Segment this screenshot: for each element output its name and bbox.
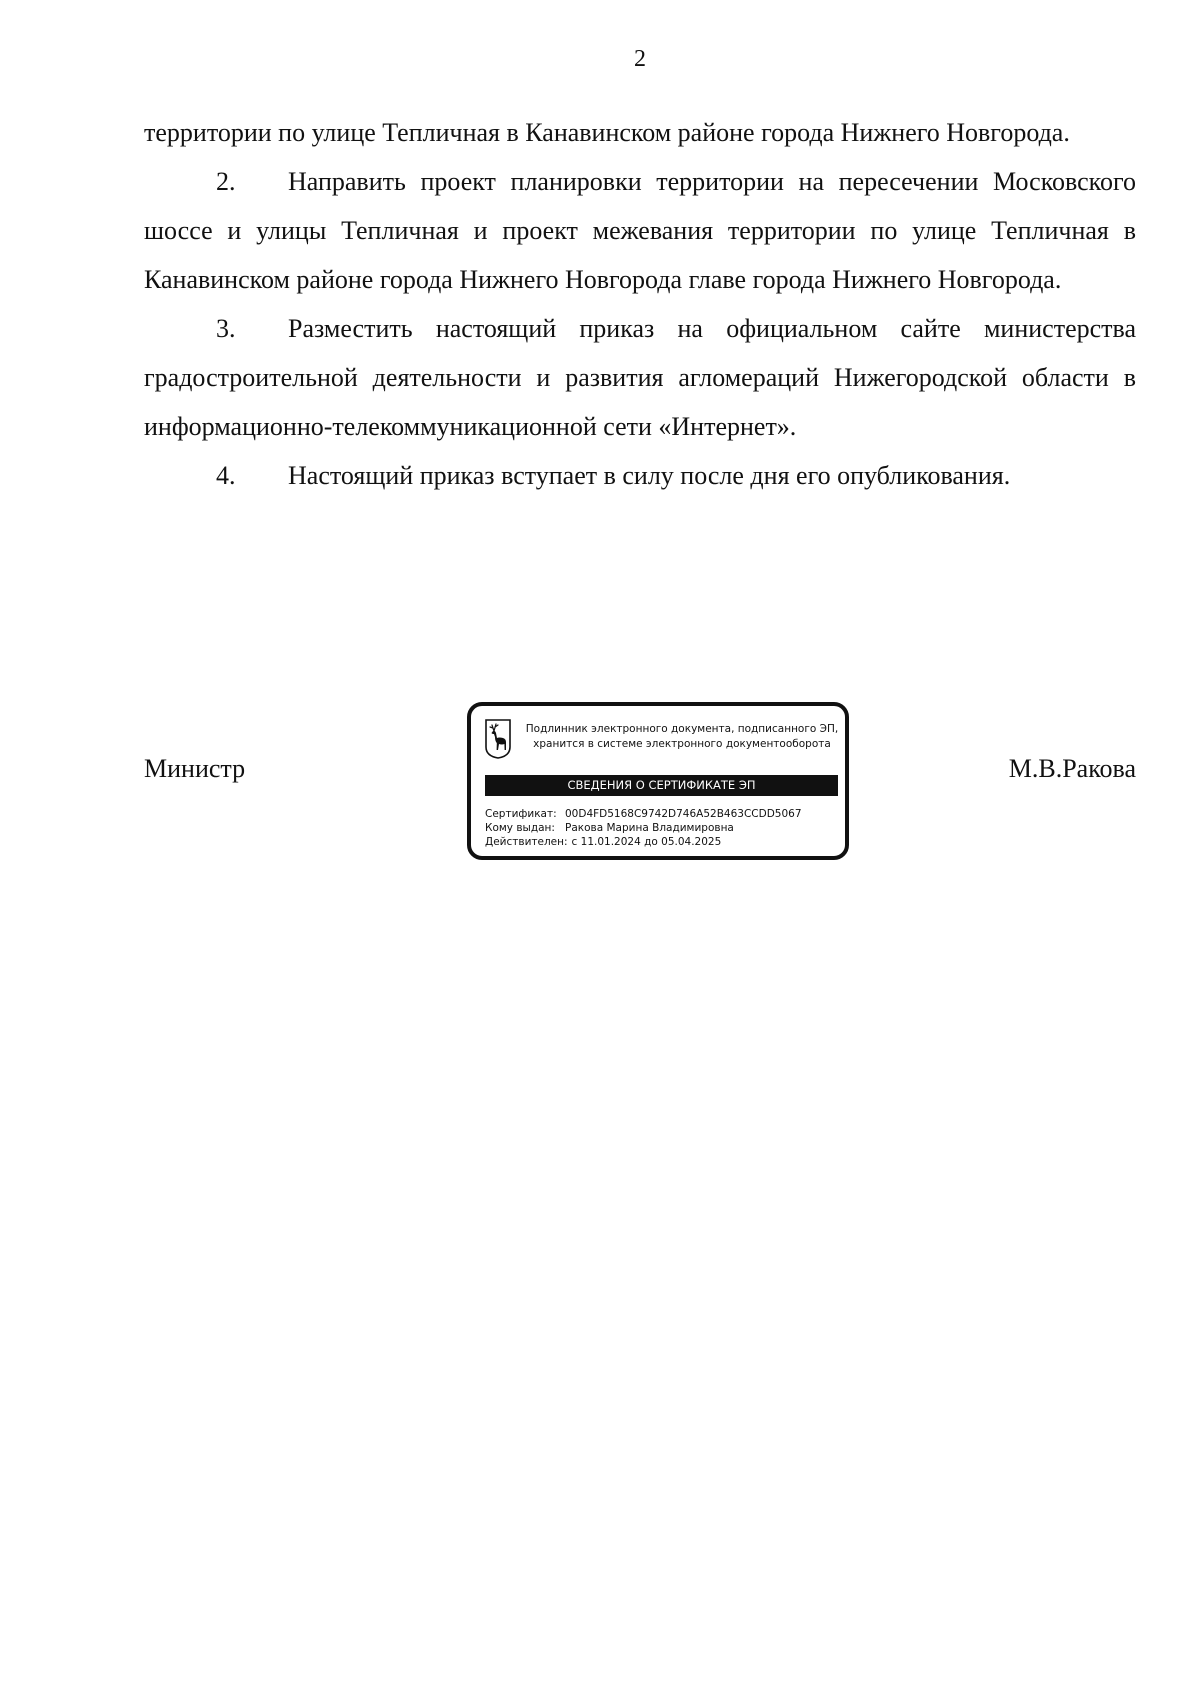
paragraph-item-4 [144, 451, 1136, 500]
item-text: Направить проект планировки территории на пересечении Московского шоссе и улицы Тепличная и проект межевания территории по улице Тепличная в Канавинском районе города Нижнего Новгорода главе города Нижнего Новгорода. [144, 167, 1136, 294]
issued-to-label: Кому выдан: [485, 822, 555, 834]
stamp-certificate-title: СВЕДЕНИЯ О СЕРТИФИКАТЕ ЭП [485, 775, 838, 796]
item-text: Настоящий приказ вступает в силу после дня его опубликования. [288, 461, 1011, 490]
item-number: 4. [216, 461, 236, 490]
item-number: 3. [216, 314, 236, 343]
paragraph-item-3 [144, 304, 1136, 451]
document-body [144, 108, 1136, 500]
stamp-header-line: хранится в системе электронного документооборота [533, 738, 831, 750]
paragraph-item-2 [144, 157, 1136, 304]
signatory-position: Министр [144, 754, 246, 783]
valid-label: Действителен: [485, 836, 568, 848]
signatory-name: М.В.Ракова [1008, 754, 1136, 783]
stamp-header-line: Подлинник электронного документа, подписанного ЭП, [525, 723, 839, 735]
item-number: 2. [216, 167, 236, 196]
valid-value: с 11.01.2024 до 05.04.2025 [571, 836, 722, 848]
electronic-signature-stamp [467, 702, 849, 860]
certificate-value: 00D4FD5168C9742D746A52B463CCDD5067 [565, 808, 802, 820]
stamp-details [485, 807, 841, 849]
valid-row [485, 835, 841, 849]
deer-emblem-icon [485, 719, 511, 759]
page-number: 2 [634, 46, 646, 72]
certificate-label: Сертификат: [485, 808, 557, 820]
issued-to-row [485, 821, 841, 835]
paragraph-continuation: территории по улице Тепличная в Канавинском районе города Нижнего Новгорода. [144, 118, 1070, 147]
stamp-header [519, 722, 845, 752]
certificate-row [485, 807, 841, 821]
issued-to-value: Ракова Марина Владимировна [565, 822, 734, 834]
item-text: Разместить настоящий приказ на официальном сайте министерства градостроительной деятельности и развития агломераций Нижегородской области в информационно-телекоммуникационной сети «Интернет». [144, 314, 1136, 441]
